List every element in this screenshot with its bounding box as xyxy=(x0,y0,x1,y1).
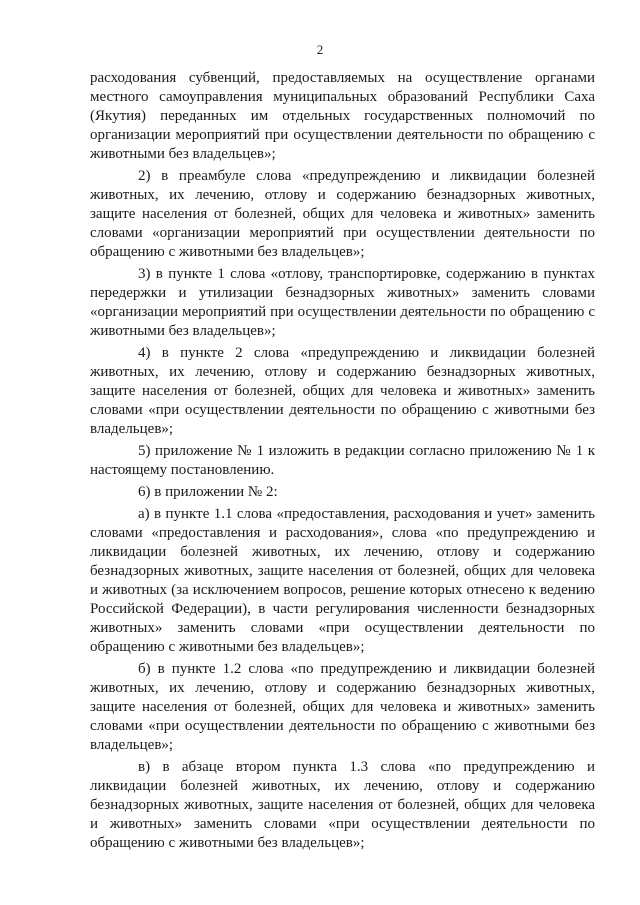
page-number: 2 xyxy=(316,42,324,57)
body-text xyxy=(90,69,595,856)
paragraph-subitem-v: в) в абзаце втором пункта 1.3 слова «по предупреждению и ликвидации болезней животных, их лечению, отлову и содержанию безнадзорных животных, защите населения от болезней, общих для человека и животных» заменить словами «при осуществлении деятельности по обращению с животными без владельцев»; xyxy=(90,759,595,851)
paragraph-item-4: 4) в пункте 2 слова «предупреждению и ликвидации болезней животных, их лечению, отлову и содержанию безнадзорных животных, защите населения от болезней, общих для человека и животных» заменить словами «при осуществлении деятельности по обращению с животными без владельцев»; xyxy=(90,345,595,437)
paragraph-item-2: 2) в преамбуле слова «предупреждению и ликвидации болезней животных, их лечению, отлову и содержанию безнадзорных животных, защите населения от болезней, общих для человека и животных» заменить словами «организации мероприятий при осуществлении деятельности по обращению с животными без владельцев»; xyxy=(90,168,595,260)
corner-mark: · xyxy=(557,12,560,21)
paragraph-item-5: 5) приложение № 1 изложить в редакции согласно приложению № 1 к настоящему постановлению. xyxy=(90,443,595,478)
paragraph-continuation: расходования субвенций, предоставляемых на осуществление органами местного самоуправления муниципальных образований Республики Саха (Якутия) переданных им отдельных государственных полномочий по организации мероприятий при осуществлении деятельности по обращению с животными без владельцев»; xyxy=(90,70,595,162)
paragraph-subitem-a: а) в пункте 1.1 слова «предоставления, расходования и учет» заменить словами «предоставления и расходования», слова «по предупреждению и ликвидации болезней животных, их лечению, отлову и содержанию безнадзорных животных, защите населения от болезней, общих для человека и животных (за исключением вопросов, решение которых отнесено к ведению Российской Федерации), в части регулирования численности безнадзорных животных» заменить словами «при осуществлении деятельности по обращению с животными без владельцев»; xyxy=(90,506,595,655)
paragraph-subitem-b: б) в пункте 1.2 слова «по предупреждению и ликвидации болезней животных, их лечению, отлову и содержанию безнадзорных животных, защите населения от болезней, общих для человека и животных» заменить словами «при осуществлении деятельности по обращению с животными без владельцев»; xyxy=(90,661,595,753)
paragraph-item-6: 6) в приложении № 2: xyxy=(138,484,278,500)
paragraph-item-3: 3) в пункте 1 слова «отлову, транспортировке, содержанию в пунктах передержки и утилизации безнадзорных животных» заменить словами «организации мероприятий при осуществлении деятельности по обращению с животными без владельцев»; xyxy=(90,266,595,339)
